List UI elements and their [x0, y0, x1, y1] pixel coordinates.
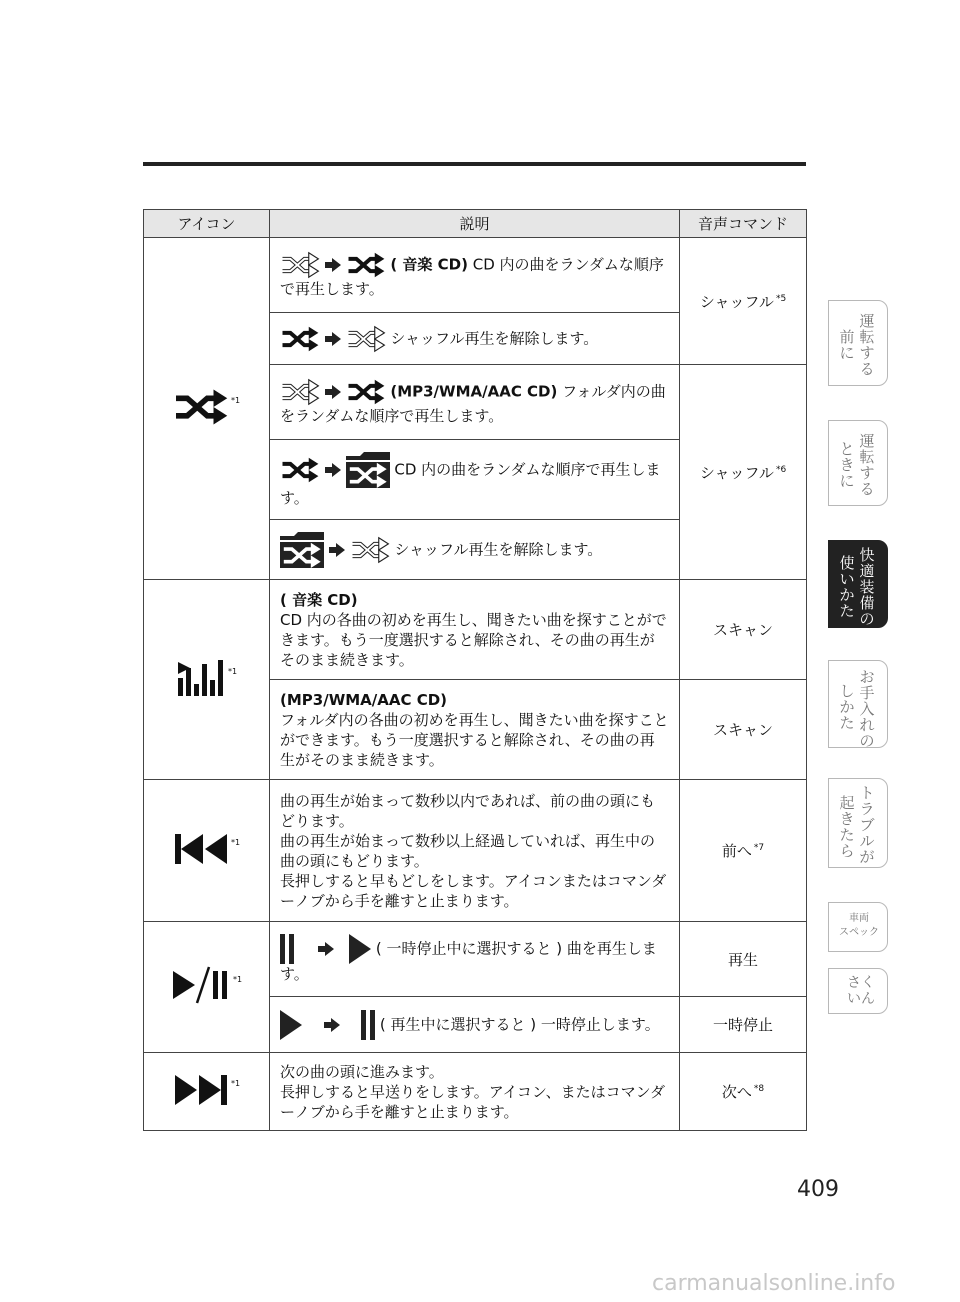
- voice-command-shuffle-b: [680, 365, 807, 580]
- shuffle-icon: [280, 325, 320, 353]
- table-row: [144, 580, 807, 680]
- desc-text: ( 再生中に選択すると ) 一時停止します。: [379, 1015, 660, 1033]
- side-tab-troubleshooting[interactable]: [828, 778, 888, 868]
- shuffle-outline-icon: [280, 378, 320, 406]
- tab-label: 運 転 す る: [859, 312, 875, 378]
- watermark: carmanualsonline.info: [652, 1271, 896, 1296]
- voice-command-previous: [680, 780, 807, 922]
- play-pause-cell: [144, 922, 270, 1053]
- shuffle-desc-folder: [270, 440, 680, 520]
- side-tab-before-driving[interactable]: [828, 300, 888, 386]
- desc-text: CD 内の曲をランダムな順序で再生します。: [280, 460, 661, 507]
- top-rule: [143, 162, 806, 166]
- voice-command-scan-b: [680, 680, 807, 780]
- desc-text: シャッフル再生を解除します。: [390, 329, 599, 347]
- pause-icon: [280, 934, 294, 964]
- shuffle-cell: [144, 238, 270, 580]
- shuffle-desc-cd: [270, 238, 680, 313]
- table-row: [144, 922, 807, 997]
- note-mark: *1: [230, 838, 241, 847]
- next-desc: [270, 1053, 680, 1131]
- play-pause-icon: [171, 965, 231, 1005]
- arrow-right-icon: [329, 543, 345, 557]
- desc-text: CD 内の各曲の初めを再生し、聞きたい曲を探すことができます。もう一度選択すると解除され、その曲の再生がそのまま続きます。: [280, 610, 667, 669]
- note-mark: *1: [227, 667, 238, 676]
- tab-label: 起 き た ら: [839, 794, 855, 860]
- desc-text: ( 一時停止中に選択すると ) 曲を再生します。: [280, 939, 657, 983]
- header-icon: アイコン: [144, 210, 270, 238]
- desc-text: 長押しすると早送りをします。アイコン、またはコマンダーノブから手を離すと止まります。: [280, 1082, 666, 1121]
- table-row: [144, 1053, 807, 1131]
- desc-text: 曲の再生が始まって数秒以内であれば、前の曲の頭にもどります。: [280, 791, 656, 830]
- play-desc: [270, 922, 680, 997]
- previous-track-icon: [173, 832, 229, 866]
- shuffle-icon: [173, 387, 229, 427]
- cmd-note: *6: [775, 464, 787, 475]
- desc-text: CD 内の曲をランダムな順序で再生します。: [280, 255, 664, 298]
- folder-shuffle-icon: [280, 532, 324, 568]
- note-mark: *1: [230, 396, 241, 405]
- tab-label: スペック: [839, 927, 879, 938]
- cmd-note: *8: [753, 1084, 765, 1094]
- voice-command-scan-a: [680, 580, 807, 680]
- arrow-right-icon: [325, 385, 341, 399]
- desc-text: 次の曲の頭に進みます。: [280, 1062, 444, 1081]
- desc-bold-label: (MP3/WMA/AAC CD): [280, 690, 448, 709]
- cmd-text: 再生: [727, 950, 758, 969]
- tab-label: し か た: [839, 682, 855, 732]
- scan-icon: [176, 658, 226, 698]
- shuffle-desc-folder-cancel: [270, 520, 680, 580]
- cmd-note: *5: [775, 293, 787, 304]
- tab-label: 車両: [849, 913, 869, 924]
- shuffle-icon: [280, 456, 320, 484]
- tab-label: 前 に: [839, 328, 855, 362]
- shuffle-outline-icon: [280, 251, 320, 279]
- header-voice-command: 音声コマンド: [680, 210, 807, 238]
- previous-cell: [144, 780, 270, 922]
- table-row: [144, 780, 807, 922]
- table-row: [144, 238, 807, 313]
- side-tab-comfort-features[interactable]: [828, 540, 888, 628]
- tab-label: さく いん: [847, 975, 875, 1007]
- tab-label: 快 適 装 備 の: [859, 546, 875, 628]
- pause-desc: [270, 997, 680, 1053]
- shuffle-icon: [346, 378, 386, 406]
- desc-text: 曲の再生が始まって数秒以上経過していれば、再生中の曲の頭にもどります。: [280, 831, 656, 870]
- arrow-right-icon: [324, 1018, 340, 1032]
- play-icon: [280, 1010, 302, 1040]
- previous-desc: [270, 780, 680, 922]
- voice-command-pause: [680, 997, 807, 1053]
- pause-icon: [361, 1010, 375, 1040]
- tab-label: 運 転 す る: [859, 432, 875, 498]
- cmd-text: スキャン: [712, 721, 773, 739]
- desc-text: 長押しすると早もどしをします。アイコンまたはコマンダーノブから手を離すと止まります。: [280, 871, 667, 910]
- side-tab-maintenance[interactable]: [828, 660, 888, 748]
- next-track-icon: [173, 1073, 229, 1107]
- voice-command-play: [680, 922, 807, 997]
- voice-command-next: [680, 1053, 807, 1131]
- note-mark: *1: [230, 1079, 241, 1088]
- play-icon: [349, 934, 371, 964]
- scan-desc-cd: [270, 580, 680, 680]
- side-tab-index[interactable]: [828, 968, 888, 1014]
- icon-table: [143, 209, 807, 1131]
- desc-bold-label: (MP3/WMA/AAC CD): [390, 382, 558, 401]
- side-tab-specs[interactable]: [828, 902, 888, 952]
- cmd-note: *7: [753, 843, 765, 853]
- cmd-text: スキャン: [712, 621, 773, 639]
- note-mark: *1: [232, 974, 243, 984]
- table-header: [144, 210, 807, 238]
- arrow-right-icon: [325, 258, 341, 272]
- tab-label: お 手 入 れ の: [859, 668, 875, 750]
- header-description: 説明: [270, 210, 680, 238]
- side-tab-while-driving[interactable]: [828, 420, 888, 506]
- voice-command-shuffle-a: [680, 238, 807, 365]
- arrow-right-icon: [325, 332, 341, 346]
- next-cell: [144, 1053, 270, 1131]
- tab-label: 使 い か た: [839, 554, 855, 620]
- shuffle-icon: [346, 251, 386, 279]
- desc-text: フォルダ内の曲をランダムな順序で再生します。: [280, 382, 666, 425]
- arrow-right-icon: [318, 942, 334, 956]
- shuffle-desc-cancel: [270, 313, 680, 365]
- scan-desc-mp3: [270, 680, 680, 780]
- desc-bold-label: ( 音楽 CD): [390, 255, 468, 274]
- tab-label: と き に: [839, 440, 855, 490]
- desc-text: フォルダ内の各曲の初めを再生し、聞きたい曲を探すことができます。もう一度選択すると解除され、その曲の再生がそのまま続きます。: [280, 710, 669, 769]
- arrow-right-icon: [325, 463, 341, 477]
- shuffle-outline-icon: [346, 325, 386, 353]
- folder-shuffle-icon: [346, 452, 390, 488]
- desc-bold-label: ( 音楽 CD): [280, 590, 358, 609]
- scan-cell: [144, 580, 270, 780]
- cmd-text: シャッフル: [699, 292, 774, 311]
- shuffle-desc-mp3: [270, 365, 680, 440]
- cmd-text: シャッフル: [699, 463, 774, 482]
- cmd-text: 一時停止: [712, 1016, 773, 1034]
- shuffle-outline-icon: [350, 536, 390, 564]
- cmd-text: 次へ: [721, 1083, 752, 1101]
- cmd-text: 前へ: [721, 842, 752, 860]
- tab-label: ト ラ ブ ル が: [859, 784, 875, 866]
- desc-text: シャッフル再生を解除します。: [394, 540, 603, 558]
- page-number: 409: [797, 1177, 839, 1202]
